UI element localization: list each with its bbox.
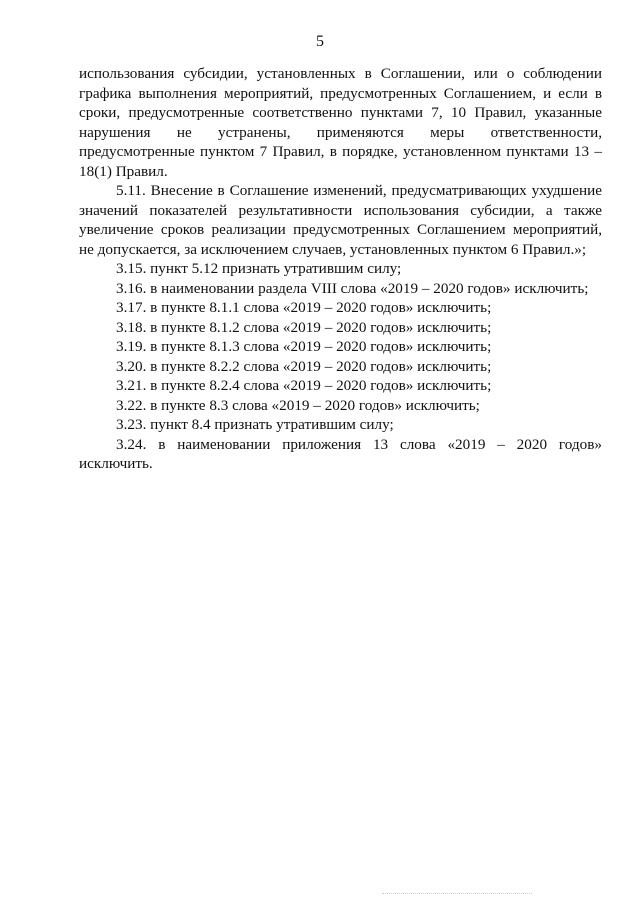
list-item-3-16: 3.16. в наименовании раздела VIII слова «2019 – 2020 годов» исключить; [116,279,589,297]
list-item-3-17: 3.17. в пункте 8.1.1 слова «2019 – 2020 годов» исключить; [116,299,492,316]
list-item-3-24: 3.24. в наименовании приложения 13 слова «2019 – 2020 годов» исключить. [79,435,602,472]
page-number: 5 [316,33,324,50]
scan-artifact-divider [382,893,532,897]
list-item-3-18: 3.18. в пункте 8.1.2 слова «2019 – 2020 годов» исключить; [116,318,492,336]
list-item-3-19: 3.19. в пункте 8.1.3 слова «2019 – 2020 годов» исключить; [116,338,492,355]
list-item-3-23: 3.23. пункт 8.4 признать утратившим силу; [116,416,394,433]
list-item-3-20: 3.20. в пункте 8.2.2 слова «2019 – 2020 годов» исключить; [116,357,492,375]
paragraph-5-11: 5.11. Внесение в Соглашение изменений, предусматривающих ухудшение значений показателей результативности использования субсидии, а также увеличение сроков реализации предусмотренных Соглашением мероприятий, не допускается, за исключением случаев, установленных пунктом 6 Правил.»; [79,182,602,258]
list-item-3-15: 3.15. пункт 5.12 признать утратившим силу; [116,260,402,277]
paragraph-continuation: использования субсидии, установленных в Соглашении, или о соблюдении графика выполнения мероприятий, предусмотренных Соглашением, и если в сроки, предусмотренные соответственно пунктами 7, 10 Правил, указанные нарушения не устранены, применяются меры ответственности, предусмотренные пунктом 7 Правил, в порядке, установленном пунктами 13 – 18(1) Правил. [79,65,602,180]
list-item-3-22: 3.22. в пункте 8.3 слова «2019 – 2020 годов» исключить; [116,396,480,414]
document-body [79,64,602,474]
list-item-3-21: 3.21. в пункте 8.2.4 слова «2019 – 2020 годов» исключить; [116,377,492,394]
